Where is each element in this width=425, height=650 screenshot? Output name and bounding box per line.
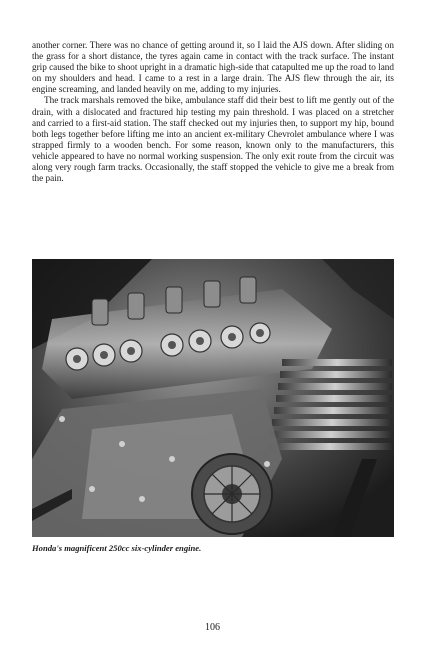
- page-number: 106: [205, 622, 220, 633]
- paragraph-2: The track marshals removed the bike, ambulance staff did their best to lift me gently out of the drain, with a dislocated and fractured hip testing my pain threshold. I was placed on a stretcher and carried to a first-aid station. The staff checked out my injuries then, to support my hip, bound both legs together before lifting me into an ancient ex-military Chevrolet ambulance where I was strapped firmly to a wooden bench. For some reason, known only to the manufacturers, this vehicle appeared to have no normal working suspension. The only exit route from the circuit was along very rough farm tracks. Occasionally, the staff stopped the vehicle to give me a break from the pain.: [32, 95, 394, 184]
- paragraph-1: another corner. There was no chance of getting around it, so I laid the AJS down. After sliding on the grass for a short distance, the tyres again came in contact with the track surface. The instant grip caused the bike to shoot upright in a dramatic high-side that catapulted me up the road to land on my shoulders and head. I came to a rest in a large drain. The AJS flew through the air, its engine screaming, and landed heavily on me, adding to my injuries.: [32, 40, 394, 95]
- engine-photo: [32, 259, 394, 537]
- photo-caption: Honda's magnificent 250cc six-cylinder engine.: [32, 543, 202, 553]
- body-text: [32, 40, 394, 184]
